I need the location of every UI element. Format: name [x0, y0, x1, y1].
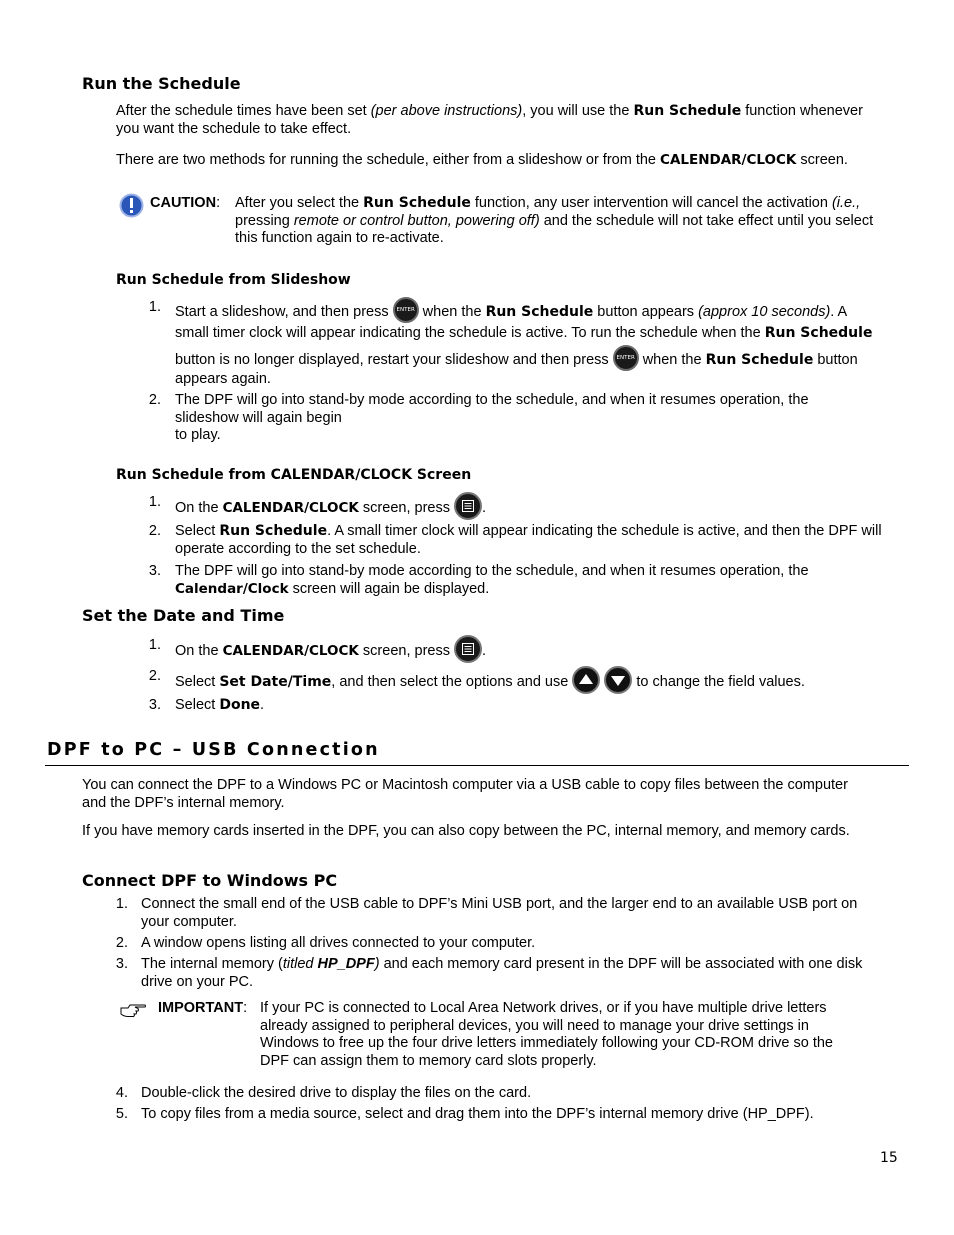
list-number: 1. [115, 896, 128, 912]
text: Set Date/Time [219, 673, 332, 690]
text: when the [418, 303, 486, 320]
text: screen, press [358, 642, 454, 659]
text: The DPF will go into stand-by mode according to the schedule, and when it resumes operation, the [175, 392, 809, 408]
date-step-3 [175, 697, 264, 715]
heading-from-calendar: Run Schedule from CALENDAR/CLOCK Screen [116, 467, 472, 483]
heading-set-date-time: Set the Date and Time [82, 606, 285, 625]
text: Run Schedule [633, 103, 742, 119]
text: , and then select the options and use [331, 673, 573, 690]
enter-button-icon: ENTER [613, 345, 639, 371]
section-divider [45, 765, 909, 766]
text: function whenever [741, 103, 863, 119]
text: operate according to the set schedule. [175, 540, 421, 557]
text: If your PC is connected to Local Area Network drives, or if you have multiple drive letters [260, 1000, 827, 1016]
text: your computer. [141, 913, 237, 930]
list-number: 3. [115, 956, 128, 972]
text: There are two methods for running the schedule, either from a slideshow or from the [116, 152, 661, 168]
text: DPF can assign them to memory card slots properly. [260, 1052, 597, 1069]
usb-paragraph-2: If you have memory cards inserted in the DPF, you can also copy between the PC, internal memory, and memory cards. [82, 823, 850, 839]
text: and each memory card present in the DPF will be associated with one disk [379, 956, 863, 972]
text: ) [374, 956, 380, 972]
heading-from-slideshow: Run Schedule from Slideshow [116, 272, 351, 288]
windows-step-3 [141, 956, 911, 991]
text: when the [638, 351, 706, 368]
text: small timer clock will appear indicating the schedule is active. To run the schedule when the [175, 325, 765, 341]
text: remote or control button, powering off) [293, 212, 540, 229]
text: screen will again be displayed. [288, 580, 490, 597]
text: Run Schedule [485, 303, 594, 320]
run-schedule-paragraph-1 [116, 103, 906, 138]
text: : [216, 195, 221, 211]
text: button appears [593, 303, 699, 320]
text: After you select the [235, 195, 364, 211]
text: (approx 10 seconds) [698, 303, 831, 320]
caution-icon [119, 193, 144, 222]
text: and the schedule will not take effect until you select [539, 212, 874, 229]
up-arrow-icon [572, 666, 600, 694]
calendar-step-3 [175, 563, 809, 598]
text: to play. [175, 427, 221, 443]
text: Run Schedule [764, 325, 873, 341]
windows-step-4: Double-click the desired drive to display the files on the card. [141, 1085, 532, 1101]
text: Start a slideshow, and then press [175, 303, 393, 320]
text: button is no longer displayed, restart your slideshow and then press [175, 351, 613, 368]
text: Select [175, 697, 220, 713]
text: titled [282, 956, 318, 972]
list-number: 2. [148, 523, 161, 539]
caution-text [235, 195, 910, 248]
text: CAUTION [150, 195, 217, 211]
page-number: 15 [880, 1150, 898, 1166]
text: On the [175, 499, 223, 516]
caution-label [150, 195, 220, 213]
text: slideshow will again begin [175, 409, 342, 426]
text: On the [175, 642, 223, 659]
text: CALENDAR/CLOCK [660, 152, 797, 168]
text: this function again to re-activate. [235, 230, 444, 246]
text: Done [219, 697, 261, 713]
text: function, any user intervention will cancel the activation [470, 195, 832, 211]
text: IMPORTANT [158, 1000, 244, 1016]
windows-step-2: A window opens listing all drives connected to your computer. [141, 935, 536, 951]
text: Run Schedule [363, 195, 471, 211]
text: Select [175, 523, 220, 539]
list-number: 2. [148, 668, 161, 684]
list-number: 5. [115, 1106, 128, 1122]
run-schedule-paragraph-2 [116, 152, 848, 170]
list-number: 2. [148, 392, 161, 408]
usb-paragraph-1 [82, 777, 912, 812]
text: button [813, 351, 858, 368]
text: Connect the small end of the USB cable to DPF’s Mini USB port, and the larger end to an available USB port on [141, 896, 858, 912]
text: (per above instructions) [370, 103, 523, 119]
important-text [260, 1000, 900, 1070]
list-number: 4. [115, 1085, 128, 1101]
text: Calendar/Clock [175, 580, 289, 597]
text: HP_DPF [317, 956, 375, 972]
list-number: 1. [148, 299, 161, 315]
text: CALENDAR/CLOCK [222, 499, 359, 516]
date-step-1 [175, 637, 486, 665]
text: Run Schedule [705, 351, 814, 368]
slideshow-step-2 [175, 392, 809, 445]
text: screen. [796, 152, 848, 168]
text: The DPF will go into stand-by mode according to the schedule, and when it resumes operation, the [175, 563, 809, 579]
text: . [482, 499, 487, 516]
text: pressing [235, 212, 294, 229]
text: . [260, 697, 265, 713]
calendar-step-1 [175, 494, 486, 522]
text: . A [830, 303, 848, 320]
text: you want the schedule to take effect. [116, 120, 352, 137]
slideshow-step-1-line-3 [175, 347, 858, 373]
menu-button-icon [454, 635, 482, 663]
slideshow-step-1-line-1 [175, 299, 847, 325]
text: screen, press [358, 499, 454, 516]
text: (i.e., [831, 195, 861, 211]
list-number: 3. [148, 563, 161, 579]
text: already assigned to peripheral devices, you will need to manage your drive settings in [260, 1017, 809, 1034]
list-number: 2. [115, 935, 128, 951]
text: . [482, 642, 487, 659]
heading-windows-pc: Connect DPF to Windows PC [82, 871, 338, 890]
text: Select [175, 673, 220, 690]
text: and the DPF’s internal memory. [82, 794, 285, 811]
heading-run-the-schedule: Run the Schedule [82, 74, 241, 93]
calendar-step-2 [175, 523, 915, 558]
text: The internal memory ( [141, 956, 283, 972]
enter-button-icon: ENTER [393, 297, 419, 323]
slideshow-step-1-line-2 [175, 325, 872, 343]
text: to change the field values. [632, 673, 805, 690]
text: You can connect the DPF to a Windows PC or Macintosh computer via a USB cable to copy files between the computer [82, 777, 848, 793]
windows-step-1 [141, 896, 911, 931]
menu-button-icon [454, 492, 482, 520]
text: CALENDAR/CLOCK [222, 642, 359, 659]
slideshow-step-1-line-4: appears again. [175, 371, 271, 387]
list-number: 3. [148, 697, 161, 713]
pointing-hand-icon [119, 1001, 147, 1023]
text: After the schedule times have been set [116, 103, 371, 119]
text: Windows to free up the four drive letters immediately following your CD-ROM drive so the [260, 1035, 833, 1051]
text: . A small timer clock will appear indicating the schedule is active, and then the DPF will [327, 523, 882, 539]
list-number: 1. [148, 637, 161, 653]
important-label [158, 1000, 247, 1018]
down-arrow-icon [604, 666, 632, 694]
windows-step-5: To copy files from a media source, select and drag them into the DPF’s internal memory drive (HP_DPF). [141, 1106, 814, 1122]
text: Run Schedule [219, 523, 328, 539]
date-step-2 [175, 668, 805, 696]
list-number: 1. [148, 494, 161, 510]
text: drive on your PC. [141, 973, 254, 990]
text: , you will use the [522, 103, 634, 119]
section-title-usb: DPF to PC – USB Connection [47, 740, 380, 760]
text: : [243, 1000, 248, 1016]
